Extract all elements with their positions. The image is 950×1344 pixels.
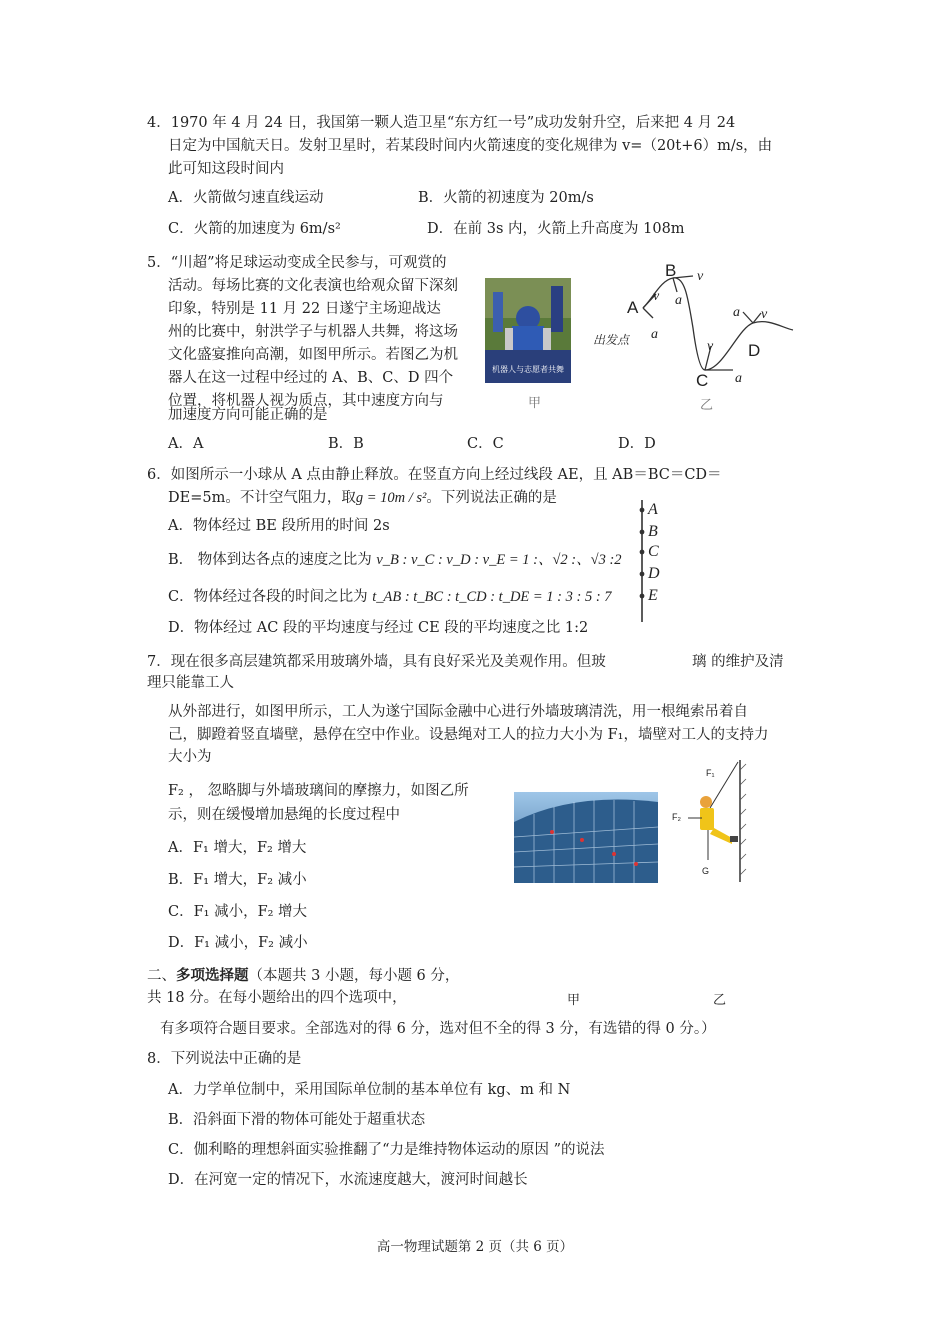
q4-option-c: C．火箭的加速度为 6m/s² (168, 221, 341, 237)
path-curve (643, 278, 793, 370)
q5-option-d: D．D (618, 436, 656, 452)
q6-time-ratio: t_AB : t_BC : t_CD : t_DE = 1 : 3 : 5 : 7 (372, 589, 612, 605)
page-footer: 高一物理试题第 2 页（共 6 页） (376, 1239, 574, 1255)
q5-fig-jia-label: 甲 (528, 396, 542, 411)
q7-line-1a: 7．现在很多高层建筑都采用玻璃外墙，具有良好采光及美观作用。但玻 (147, 654, 606, 670)
point-b-label: B (665, 261, 677, 280)
svg-text:a: a (675, 293, 682, 308)
q7-option-a: A．F₁ 增大，F₂ 增大 (168, 840, 307, 856)
start-point-label: 出发点 (593, 333, 630, 347)
svg-text:a: a (733, 305, 740, 320)
svg-text:a: a (735, 371, 742, 386)
point-c-label: C (696, 371, 709, 388)
svg-text:v: v (653, 289, 660, 304)
q4-line-2: 日定为中国航天日。发射卫星时，若某段时间内火箭速度的变化规律为 v=（20t+6）m/s，由 (168, 138, 773, 154)
force-f1-label: F₁ (706, 768, 715, 778)
q4-option-d: D．在前 3s 内，火箭上升高度为 108m (427, 221, 685, 237)
q7-option-c: C．F₁ 减小，F₂ 增大 (168, 904, 308, 920)
q6-line-1: 6．如图所示一小球从 A 点由静止释放。在竖直方向上经过线段 AE，且 AB＝BC＝CD＝ (147, 467, 722, 483)
section2-line-2: 共 18 分。在每小题给出的四个选项中， (147, 990, 407, 1006)
q8-option-b: B．沿斜面下滑的物体可能处于超重状态 (168, 1112, 426, 1128)
svg-text:a: a (651, 327, 658, 342)
point-a-label: A (648, 501, 658, 518)
glass-building-photo (514, 792, 658, 883)
q6-gravity-formula: g = 10m / s² (355, 490, 427, 506)
q5-line-4: 州的比赛中，射洪学子与机器人共舞，将这场 (168, 324, 458, 340)
q7-line-5: 大小为 (168, 749, 212, 765)
point-d-label: D (648, 565, 660, 582)
q7-option-d: D．F₁ 减小，F₂ 减小 (168, 935, 308, 951)
q5-option-c: C．C (467, 436, 504, 452)
q7-line-7: 示，则在缓慢增加悬绳的长度过程中 (168, 807, 400, 823)
force-g-label: G (702, 866, 710, 876)
q7-fig-jia-label: 甲 (567, 993, 581, 1008)
q5-fig-yi-label: 乙 (700, 398, 714, 413)
svg-text:v: v (761, 307, 768, 322)
q5-option-a: A．A (168, 436, 204, 452)
q7-line-1b: 璃 的维护及清 (692, 654, 784, 670)
q6-velocity-ratio: v_B : v_C : v_D : v_E = 1 :、√2 :、√3 :2 (376, 552, 622, 568)
q7-line-6: F₂ ， 忽略脚与外墙玻璃间的摩擦力，如图乙所 (168, 783, 469, 799)
photo-caption: 机器人与志愿者共舞 (492, 365, 564, 374)
q6-option-a: A．物体经过 BE 段所用的时间 2s (168, 518, 390, 534)
q5-option-b: B．B (328, 436, 364, 452)
point-c-label: C (648, 543, 659, 560)
q6-option-b: B． 物体到达各点的速度之比为 v_B : v_C : v_D : v_E = 1 :、√2 :、√3 :2 (168, 552, 622, 568)
q6-line-2: DE=5m。不计空气阻力，取g = 10m / s²。下列说法正确的是 (168, 490, 557, 506)
q6-option-d: D．物体经过 AC 段的平均速度与经过 CE 段的平均速度之比 1:2 (168, 620, 589, 636)
q8-option-a: A．力学单位制中，采用国际单位制的基本单位有 kg、m 和 N (168, 1082, 571, 1098)
robot-path-diagram (593, 258, 803, 388)
section2-heading: 二、多项选择题（本题共 3 小题，每小题 6 分， (147, 967, 460, 984)
q4-option-a: A．火箭做匀速直线运动 (168, 190, 324, 206)
q8-stem: 8．下列说法中正确的是 (147, 1051, 302, 1067)
q7-line-4: 己，脚蹬着竖直墙壁，悬停在空中作业。设悬绳对工人的拉力大小为 F₁，墙壁对工人的支持力 (168, 727, 769, 743)
section2-line-3: 有多项符合题目要求。全部选对的得 6 分，选对但不全的得 3 分，有选错的得 0 分。） (160, 1021, 716, 1037)
q5-line-6: 器人在这一过程中经过的 A、B、C、D 四个 (168, 370, 454, 386)
q5-line-5: 文化盛宴推向高潮，如图甲所示。若图乙为机 (168, 347, 458, 363)
point-e-label: E (648, 587, 658, 604)
q5-line-8: 加速度方向可能正确的是 (168, 407, 328, 423)
point-a-label: A (627, 298, 639, 317)
robot-dance-photo (485, 278, 571, 383)
q7-line-2: 理只能靠工人 (147, 675, 234, 691)
vertical-fall-diagram (628, 498, 678, 628)
q8-option-c: C．伽利略的理想斜面实验推翻了“力是维持物体运动的原因 ”的说法 (168, 1142, 605, 1158)
q8-option-d: D．在河宽一定的情况下，水流速度越大，渡河时间越长 (168, 1172, 528, 1188)
q5-line-7: 位置，将机器人视为质点，其中速度方向与 (168, 393, 444, 409)
q7-fig-yi-label: 乙 (713, 993, 727, 1008)
force-f2-label: F₂ (672, 812, 681, 822)
section2-title: 多项选择题 (176, 967, 249, 984)
q4-line-1: 4．1970 年 4 月 24 日，我国第一颗人造卫星“东方红一号”成功发射升空，后来把 4 月 24 (147, 115, 736, 131)
q7-line-3: 从外部进行，如图甲所示，工人为遂宁国际金融中心进行外墙玻璃清洗，用一根绳索吊着自 (168, 704, 748, 720)
q5-line-2: 活动。每场比赛的文化表演也给观众留下深刻 (168, 278, 458, 294)
q6-option-c: C．物体经过各段的时间之比为 t_AB : t_BC : t_CD : t_DE = 1 : 3 : 5 : 7 (168, 589, 612, 605)
q4-option-b: B．火箭的初速度为 20m/s (418, 190, 594, 206)
point-d-label: D (748, 341, 761, 360)
q7-option-b: B．F₁ 增大，F₂ 减小 (168, 872, 307, 888)
q5-line-1: 5．“川超”将足球运动变成全民参与，可观赏的 (147, 255, 447, 271)
point-b-label: B (648, 523, 658, 540)
q4-line-3: 此可知这段时间内 (168, 161, 284, 177)
svg-text:v: v (697, 269, 704, 284)
q5-line-3: 印象，特别是 11 月 22 日遂宁主场迎战达 (168, 301, 441, 317)
svg-text:v: v (707, 339, 714, 354)
worker-force-diagram (670, 760, 750, 885)
